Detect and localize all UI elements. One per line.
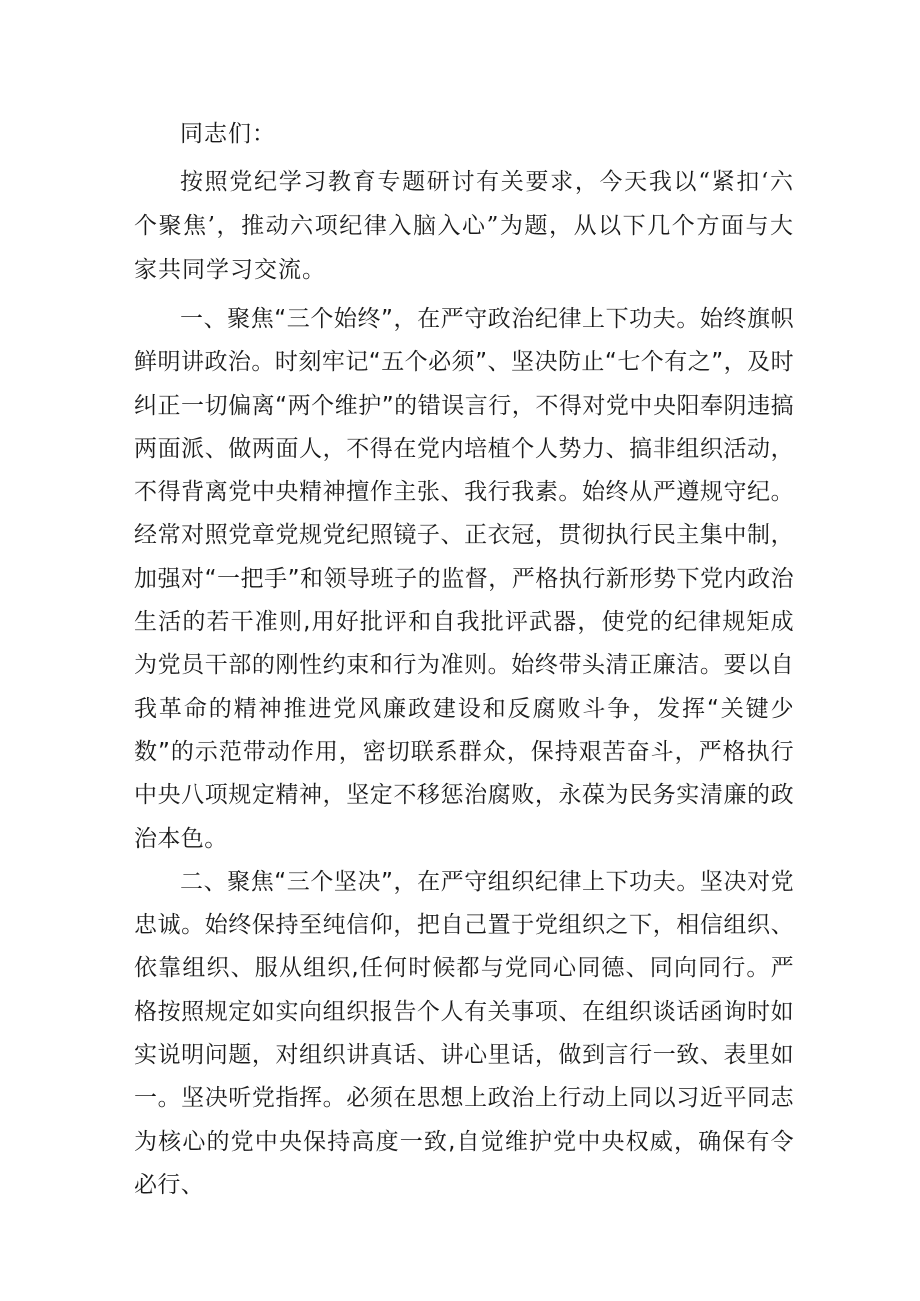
salutation: 同志们： — [180, 121, 276, 147]
document-body — [134, 112, 794, 1207]
intro-paragraph: 按照党纪学习教育专题研讨有关要求，今天我以“紧扣‘六个聚焦’，推动六项纪律入脑入心”为题，从以下几个方面与大家共同学习交流。 — [134, 169, 794, 283]
section-two-paragraph: 二、聚焦“三个坚决”，在严守组织纪律上下功夫。坚决对党忠诚。始终保持至纯信仰，把自己置于党组织之下，相信组织、依靠组织、服从组织,任何时候都与党同心同德、同向同行。严格按照规定如实向组织报告个人有关事项、在组织谈话函询时如实说明问题，对组织讲真话、讲心里话，做到言行一致、表里如一。坚决听党指挥。必须在思想上政治上行动上同以习近平同志为核心的党中央保持高度一致,自觉维护党中央权威，确保有令必行、 — [134, 868, 794, 1198]
section-one-paragraph: 一、聚焦“三个始终”，在严守政治纪律上下功夫。始终旗帜鲜明讲政治。时刻牢记“五个必须”、坚决防止“七个有之”，及时纠正一切偏离“两个维护”的错误言行，不得对党中央阳奉阴违搞两面派、做两面人，不得在党内培植个人势力、搞非组织活动，不得背离党中央精神擅作主张、我行我素。始终从严遵规守纪。经常对照党章党规党纪照镜子、正衣冠，贯彻执行民主集中制，加强对“一把手”和领导班子的监督，严格执行新形势下党内政治生活的若干准则,用好批评和自我批评武器，使党的纪律规矩成为党员干部的刚性约束和行为准则。始终带头清正廉洁。要以自我革命的精神推进党风廉政建设和反腐败斗争，发挥“关键少数”的示范带动作用，密切联系群众，保持艰苦奋斗，严格执行中央八项规定精神，坚定不移惩治腐败，永葆为民务实清廉的政治本色。 — [134, 306, 794, 852]
